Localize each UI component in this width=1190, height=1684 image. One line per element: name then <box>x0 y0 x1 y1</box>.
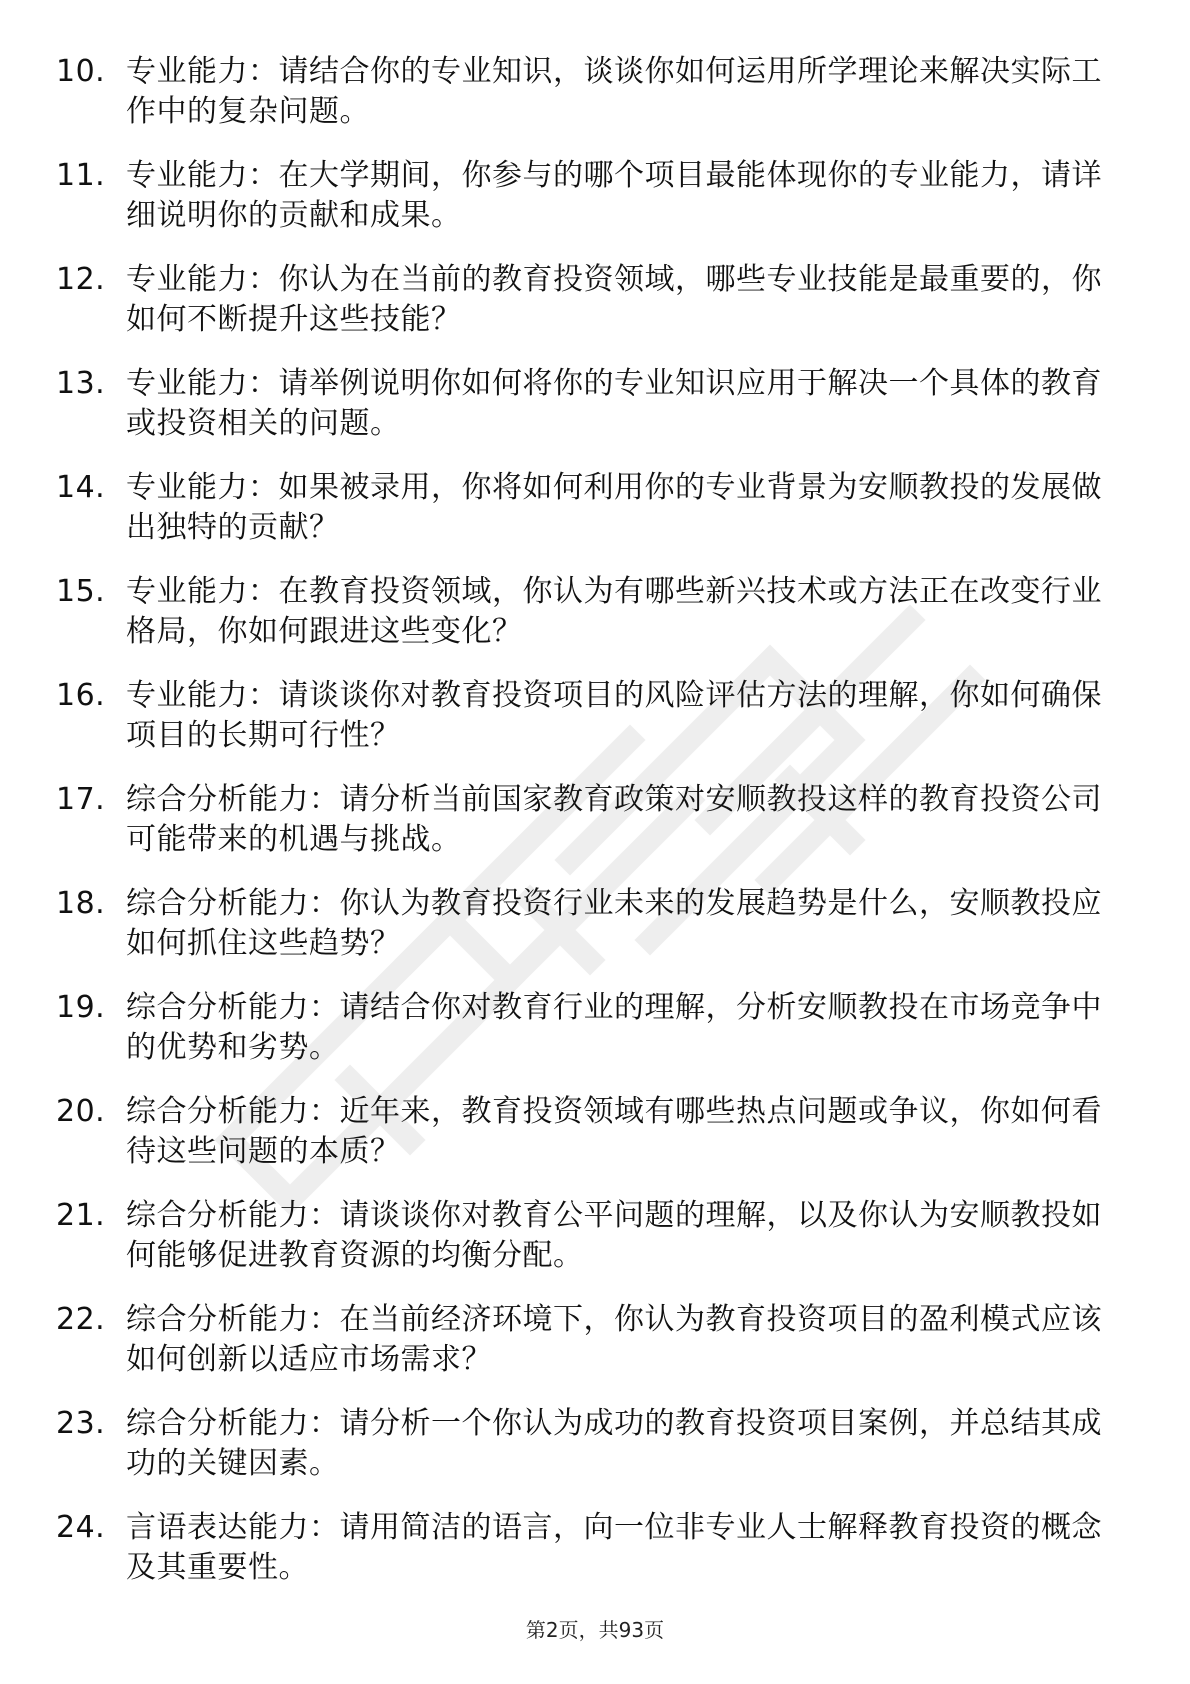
question-text: 综合分析能力：请结合你对教育行业的理解，分析安顺教投在市场竞争中的优势和劣势。 <box>126 990 1102 1065</box>
question-text: 综合分析能力：请谈谈你对教育公平问题的理解，以及你认为安顺教投如何能够促进教育资源的均衡分配。 <box>126 1198 1102 1273</box>
question-number: 23. <box>56 1406 106 1441</box>
page-footer <box>0 1614 1190 1643</box>
question-text: 综合分析能力：你认为教育投资行业未来的发展趋势是什么，安顺教投应如何抓住这些趋势？ <box>126 886 1102 961</box>
list-item <box>56 260 1116 340</box>
list-item <box>56 780 1116 860</box>
question-number: 14. <box>56 470 106 505</box>
question-text: 专业能力：你认为在当前的教育投资领域，哪些专业技能是最重要的，你如何不断提升这些技能？ <box>126 262 1102 337</box>
list-item <box>56 1508 1116 1588</box>
question-text: 专业能力：如果被录用，你将如何利用你的专业背景为安顺教投的发展做出独特的贡献？ <box>126 470 1102 545</box>
question-number: 16. <box>56 678 106 713</box>
question-number: 19. <box>56 990 106 1025</box>
question-number: 12. <box>56 262 106 297</box>
list-item <box>56 1300 1116 1380</box>
question-text: 专业能力：请谈谈你对教育投资项目的风险评估方法的理解，你如何确保项目的长期可行性？ <box>126 678 1102 753</box>
question-number: 18. <box>56 886 106 921</box>
list-item <box>56 676 1116 756</box>
question-text: 综合分析能力：在当前经济环境下，你认为教育投资项目的盈利模式应该如何创新以适应市场需求？ <box>126 1302 1102 1377</box>
question-text: 专业能力：请举例说明你如何将你的专业知识应用于解决一个具体的教育或投资相关的问题。 <box>126 366 1102 441</box>
question-list <box>56 52 1116 1612</box>
question-text: 专业能力：请结合你的专业知识，谈谈你如何运用所学理论来解决实际工作中的复杂问题。 <box>126 54 1102 129</box>
question-number: 15. <box>56 574 106 609</box>
page-number-label: 第2页，共93页 <box>525 1618 665 1642</box>
question-text: 综合分析能力：请分析当前国家教育政策对安顺教投这样的教育投资公司可能带来的机遇与挑战。 <box>126 782 1102 857</box>
question-text: 言语表达能力：请用简洁的语言，向一位非专业人士解释教育投资的概念及其重要性。 <box>126 1510 1102 1585</box>
list-item <box>56 364 1116 444</box>
list-item <box>56 884 1116 964</box>
list-item <box>56 52 1116 132</box>
list-item <box>56 1196 1116 1276</box>
list-item <box>56 1404 1116 1484</box>
question-text: 专业能力：在教育投资领域，你认为有哪些新兴技术或方法正在改变行业格局，你如何跟进这些变化？ <box>126 574 1102 649</box>
question-number: 13. <box>56 366 106 401</box>
list-item <box>56 468 1116 548</box>
list-item <box>56 1092 1116 1172</box>
question-text: 综合分析能力：请分析一个你认为成功的教育投资项目案例，并总结其成功的关键因素。 <box>126 1406 1102 1481</box>
question-number: 22. <box>56 1302 106 1337</box>
question-text: 专业能力：在大学期间，你参与的哪个项目最能体现你的专业能力，请详细说明你的贡献和成果。 <box>126 158 1102 233</box>
list-item <box>56 572 1116 652</box>
question-text: 综合分析能力：近年来，教育投资领域有哪些热点问题或争议，你如何看待这些问题的本质？ <box>126 1094 1102 1169</box>
question-number: 11. <box>56 158 106 193</box>
question-number: 17. <box>56 782 106 817</box>
question-number: 24. <box>56 1510 106 1545</box>
question-number: 21. <box>56 1198 106 1233</box>
list-item <box>56 156 1116 236</box>
question-number: 10. <box>56 54 106 89</box>
list-item <box>56 988 1116 1068</box>
question-number: 20. <box>56 1094 106 1129</box>
